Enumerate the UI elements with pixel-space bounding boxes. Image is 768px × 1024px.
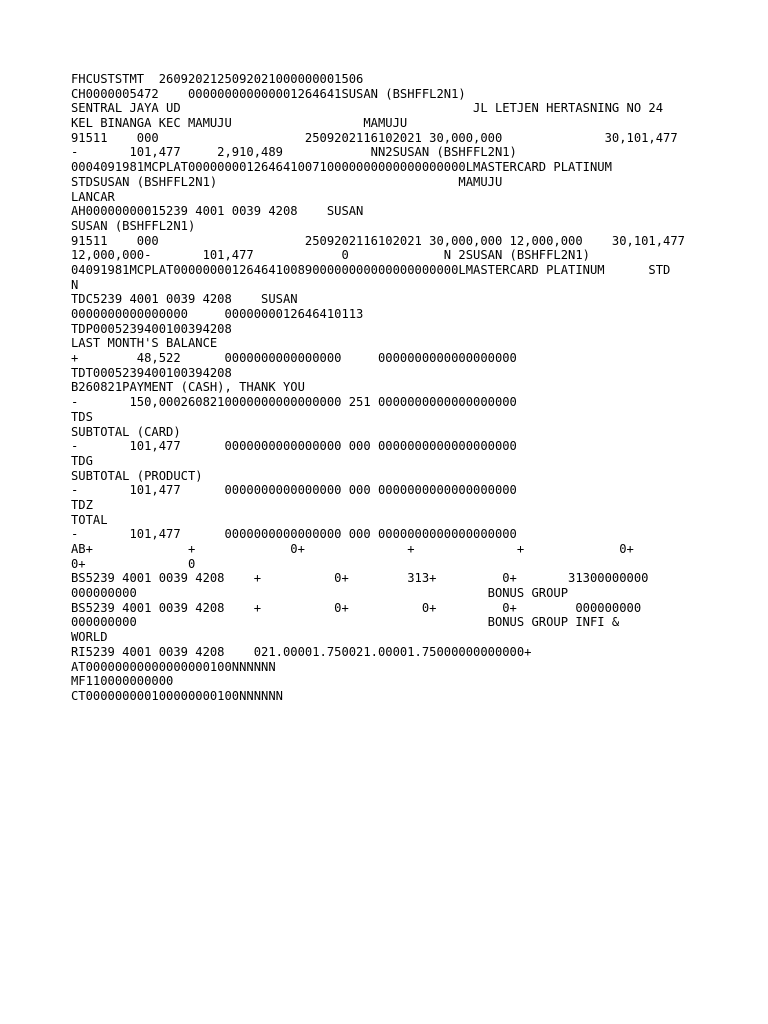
- statement-line: AH00000000015239 4001 0039 4208 SUSAN: [71, 204, 364, 219]
- statement-line: LAST MONTH'S BALANCE: [71, 336, 218, 351]
- statement-line: - 101,477 0000000000000000 000 0000000000000000000: [71, 527, 517, 542]
- statement-line: TDS: [71, 409, 93, 424]
- statement-line: TOTAL: [71, 512, 108, 527]
- statement-line: 0004091981MCPLAT00000000126464100710000000000000000000LMASTERCARD PLATINUM: [71, 160, 612, 175]
- statement-line: RI5239 4001 0039 4208 021.00001.750021.00001.75000000000000+: [71, 644, 532, 659]
- statement-line: STDSUSAN (BSHFFL2N1) MAMUJU: [71, 174, 503, 189]
- statement-line: 000000000 BONUS GROUP INFI &: [71, 615, 620, 630]
- statement-line: 000000000 BONUS GROUP: [71, 586, 569, 601]
- statement-line: TDZ: [71, 497, 93, 512]
- statement-line: N: [71, 277, 79, 292]
- statement-line: B260821PAYMENT (CASH), THANK YOU: [71, 380, 305, 395]
- statement-line: KEL BINANGA KEC MAMUJU MAMUJU: [71, 116, 408, 131]
- statement-line: WORLD: [71, 630, 108, 645]
- statement-line: SUSAN (BSHFFL2N1): [71, 218, 196, 233]
- statement-line: BS5239 4001 0039 4208 + 0+ 313+ 0+ 31300000000: [71, 571, 649, 586]
- statement-line: TDT0005239400100394208: [71, 365, 232, 380]
- statement-line: AB+ + 0+ + + 0+: [71, 542, 634, 556]
- statement-text-block: [71, 72, 751, 704]
- statement-line: - 101,477 0000000000000000 000 0000000000000000000: [71, 483, 517, 498]
- statement-line: 91511 000 2509202116102021 30,000,000 12,000,000 30,101,477: [71, 233, 685, 248]
- statement-line: BS5239 4001 0039 4208 + 0+ 0+ 0+ 000000000: [71, 600, 642, 615]
- statement-line: SENTRAL JAYA UD JL LETJEN HERTASNING NO 24: [71, 101, 664, 116]
- statement-line: FHCUSTSTMT 2609202125092021000000001506: [71, 72, 364, 86]
- statement-line: 0000000000000000 0000000012646410113: [71, 307, 364, 321]
- statement-line: 04091981MCPLAT000000001264641008900000000000000000000LMASTERCARD PLATINUM STD: [71, 262, 671, 277]
- statement-line: 12,000,000- 101,477 0 N 2SUSAN (BSHFFL2N1): [71, 248, 590, 263]
- statement-line: SUBTOTAL (CARD): [71, 424, 181, 439]
- statement-line: 0+ 0: [71, 556, 196, 571]
- statement-line: CH0000005472 000000000000001264641SUSAN (BSHFFL2N1): [71, 86, 466, 101]
- statement-line: - 150,0002608210000000000000000 251 0000000000000000000: [71, 395, 517, 410]
- statement-line: + 48,522 0000000000000000 0000000000000000000: [71, 351, 517, 366]
- statement-line: TDG: [71, 453, 93, 468]
- statement-line: AT00000000000000000100NNNNNN: [71, 659, 276, 674]
- statement-line: MF110000000000: [71, 674, 174, 689]
- statement-line: 91511 000 2509202116102021 30,000,000 30,101,477: [71, 130, 678, 145]
- statement-line: - 101,477 2,910,489 NN2SUSAN (BSHFFL2N1): [71, 145, 517, 160]
- statement-line: CT000000000100000000100NNNNNN: [71, 688, 283, 703]
- statement-line: SUBTOTAL (PRODUCT): [71, 468, 203, 483]
- statement-line: TDP0005239400100394208: [71, 321, 232, 336]
- statement-line: - 101,477 0000000000000000 000 0000000000000000000: [71, 439, 517, 454]
- statement-line: LANCAR: [71, 189, 115, 204]
- statement-line: TDC5239 4001 0039 4208 SUSAN: [71, 292, 298, 307]
